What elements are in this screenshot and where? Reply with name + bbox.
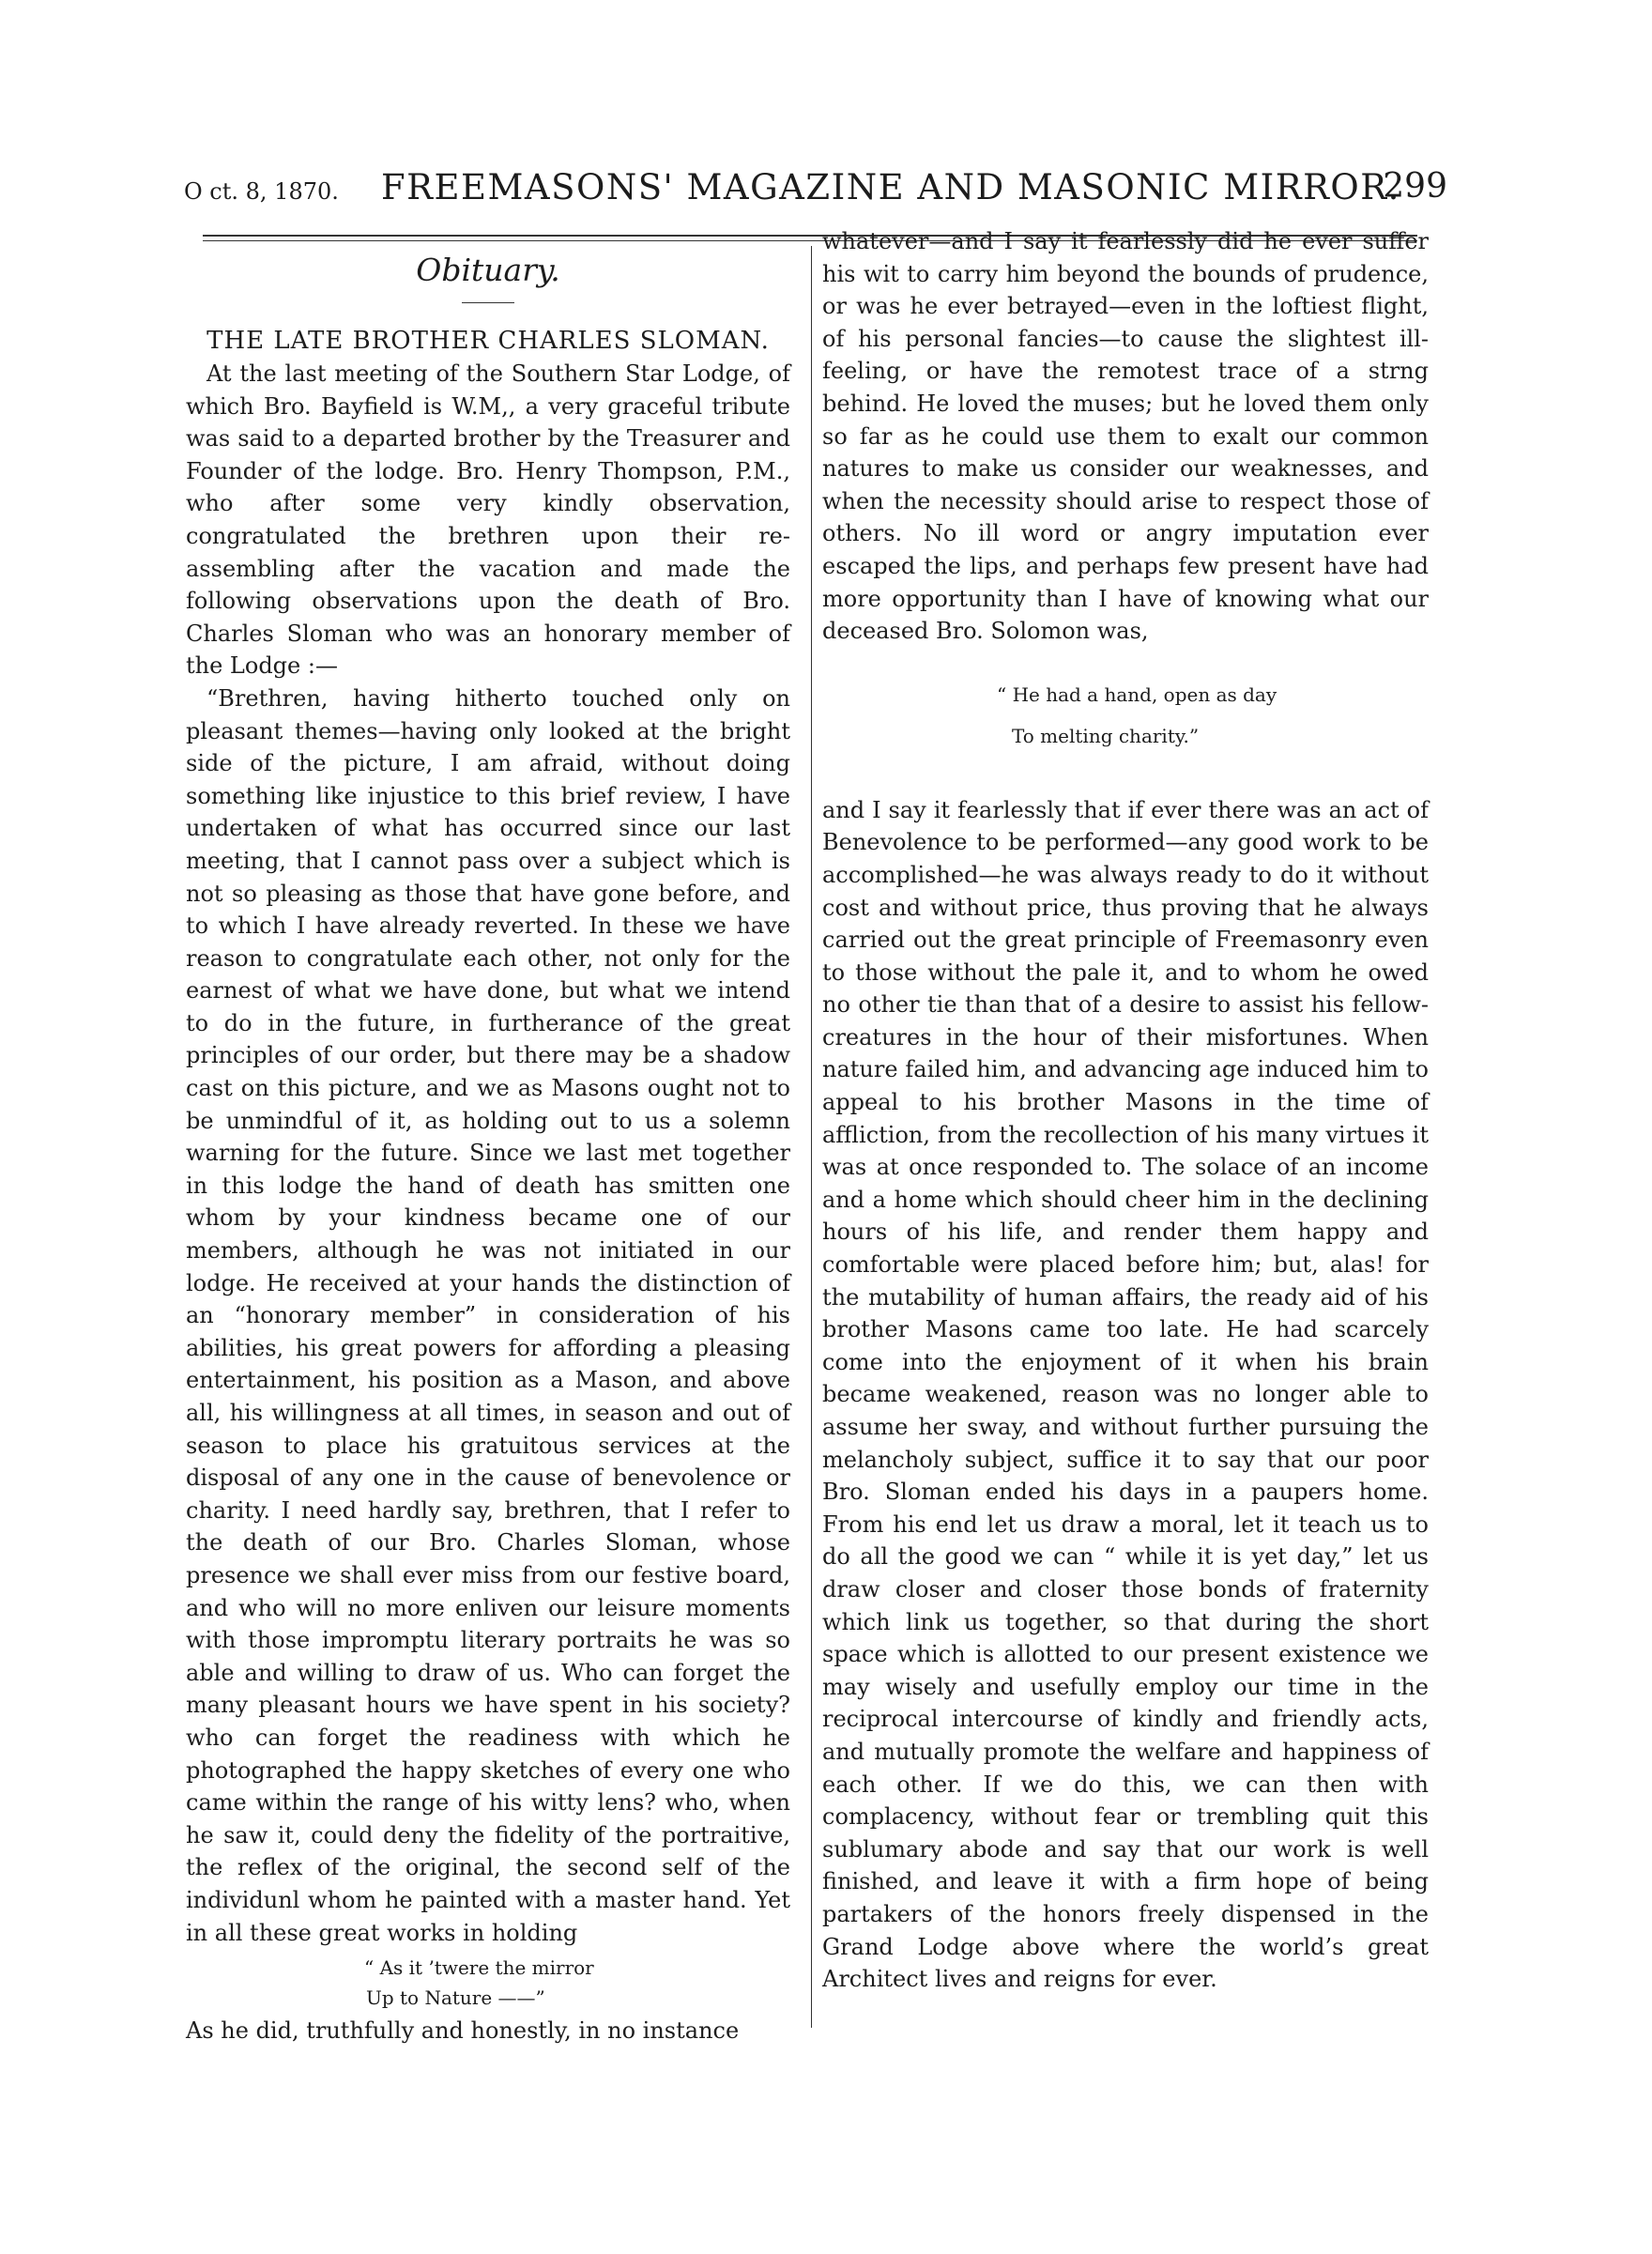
- verse-quote: [822, 674, 1429, 757]
- article-title: THE LATE BROTHER CHARLES SLOMAN.: [206, 327, 770, 355]
- article-paragraph: At the last meeting of the Southern Star Lodge, of which Bro. Bayfield is W.M,, a very graceful tribute was said to a departed brother by the Treasurer and Founder of the lodge. Bro. Henry Thompson, P.M., who after some very kindly observation, congratulated the brethren upon their re-assembling after the vacation and made the following observations upon the death of Bro. Charles Sloman who was an honorary member of the Lodge :—: [186, 360, 790, 680]
- column-divider: [811, 246, 812, 2028]
- article-paragraph: As he did, truthfully and honestly, in no instance: [186, 2017, 740, 2045]
- section-rule: [462, 302, 514, 303]
- quote-line: “ He had a hand, open as day: [997, 682, 1277, 706]
- left-column: [186, 252, 790, 2047]
- quote-line: Up to Nature ——”: [366, 1986, 545, 2010]
- article-paragraph: and I say it fearlessly that if ever there was an act of Benevolence to be performed—any good work to be accomplished—he was always ready to do it without cost and without price, thus proving that he always carried out the great principle of Freemasonry even to those without the pale it, and to whom he owed no other tie than that of a desire to assist his fellow-creatures in the hour of their misfortunes. When nature failed him, and advancing age induced him to appeal to his brother Masons in the time of affliction, from the recollection of his many virtues it was at once responded to. The solace of an income and a home which should cheer him in the declining hours of his life, and render them happy and comfortable were placed before him; but, alas! for the mutability of human affairs, the ready aid of his brother Masons came too late. He had scarcely come into the enjoyment of it when his brain became weakened, reason was no longer able to assume her sway, and without further pursuing the melancholy subject, suffice it to say that our poor Bro. Sloman ended his days in a paupers home. From his end let us draw a moral, let it teach us to do all the good we can “ while it is yet day,” let us draw closer and closer those bonds of fraternity which link us together, so that during the short space which is allotted to our present existence we may wisely and usefully employ our time in the reciprocal intercourse of kindly and friendly acts, and mutually promote the welfare and happiness of each other. If we do this, we can then with complacency, without fear or trembling quit this sublumary abode and say that our work is well finished, and leave it with a firm hope of being partakers of the honors freely dispensed in the Grand Lodge above where the world’s great Architect lives and reigns for ever.: [822, 796, 1429, 1993]
- article-paragraph: “Brethren, having hitherto touched only on pleasant themes—having only looked at the bright side of the picture, I am afraid, without doing something like injustice to this brief review, I have undertaken of what has occurred since our last meeting, that I cannot pass over a subject which is not so pleasing as those that have gone before, and to which I have already reverted. In these we have reason to congratulate each other, not only for the earnest of what we have done, but what we intend to do in the future, in furtherance of the great principles of our order, but there may be a shadow cast on this picture, and we as Masons ought not to be unmindful of it, as holding out to us a solemn warning for the future. Since we last met together in this lodge the hand of death has smitten one whom by your kindness became one of our members, although he was not initiated in our lodge. He received at your hands the distinction of an “honorary member” in consideration of his abilities, his great powers for affording a pleasing entertainment, his position as a Mason, and above all, his willingness at all times, in season and out of season to place his gratuitous services at the disposal of any one in the cause of benevolence or charity. I need hardly say, brethren, that I refer to the death of our Bro. Charles Sloman, whose presence we shall ever miss from our festive board, and who will no more enliven our leisure moments with those impromptu literary portraits he was so able and willing to draw of us. Who can forget the many pleasant hours we have spent in his society? who can forget the readiness with which he photographed the happy sketches of every one who came within the range of his witty lens? who, when he saw it, could deny the fidelity of the portraitive, the reflex of the original, the second self of the individunl whom he painted with a master hand. Yet in all these great works in holding: [186, 684, 790, 1946]
- quote-line: To melting charity.”: [1012, 724, 1200, 747]
- page-header: [184, 161, 1447, 218]
- magazine-title: FREEMASONS' MAGAZINE AND MASONIC MIRROR.: [381, 167, 1400, 207]
- page-number: 299: [1383, 167, 1447, 206]
- article-paragraph: whatever—and I say it fearlessly did he ever suffer his wit to carry him beyond the bounds of prudence, or was he ever betrayed—even in the loftiest flight, of his personal fancies—to cause the slightest ill-feeling, or have the remotest trace of a strng behind. He loved the muses; but he loved them only so far as he could use them to exalt our common natures to make us consider our weaknesses, and when the necessity should arise to respect those of others. No ill word or angry imputation ever escaped the lips, and perhaps few present have had more opportunity than I have of knowing what our deceased Bro. Solomon was,: [822, 228, 1429, 645]
- issue-date: O ct. 8, 1870.: [184, 178, 339, 205]
- verse-quote: [186, 1953, 790, 2013]
- section-title: Obituary.: [416, 252, 560, 288]
- right-column: [822, 225, 1429, 1996]
- quote-line: “ As it ’twere the mirror: [364, 1956, 594, 1980]
